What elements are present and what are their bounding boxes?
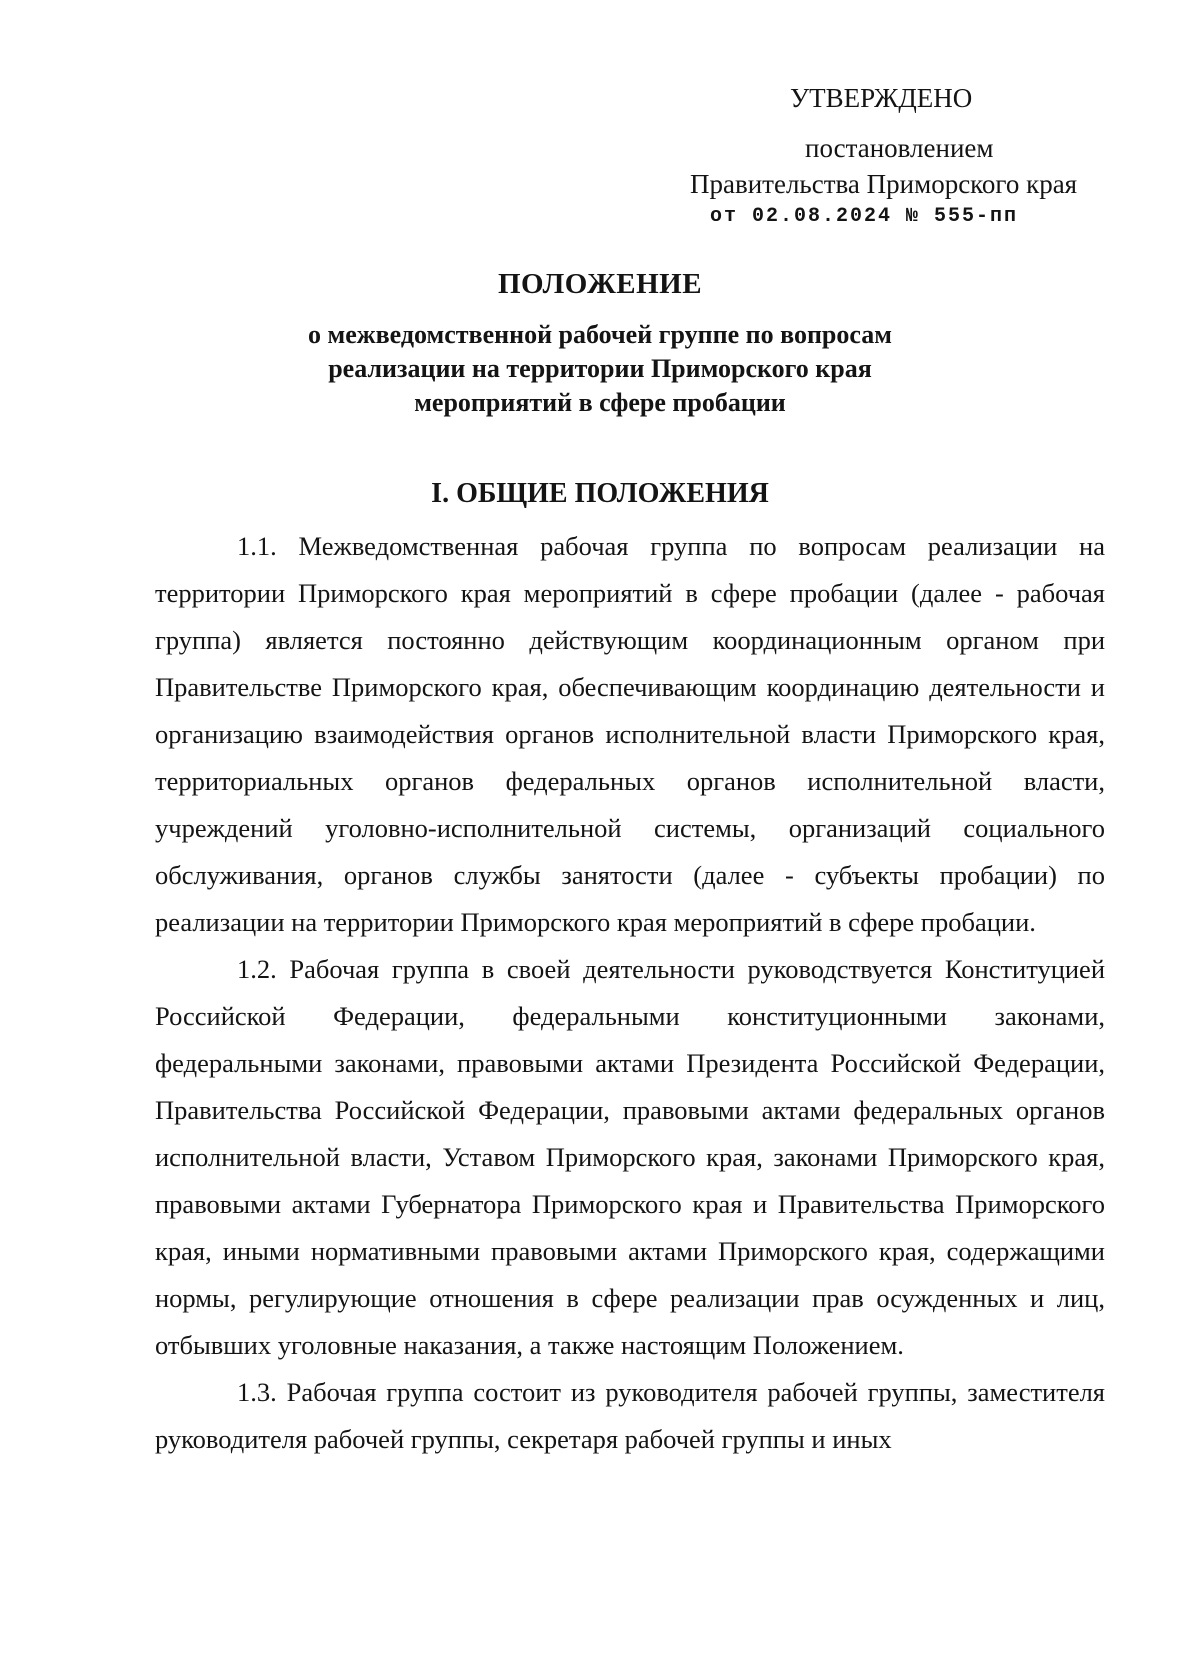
approval-registration: от 02.08.2024 № 555-пп: [710, 205, 1019, 228]
paragraph-1-3: 1.3. Рабочая группа состоит из руководителя рабочей группы, заместителя руководителя рабочей группы, секретаря рабочей группы и иных: [155, 1377, 1105, 1454]
subtitle-line: о межведомственной рабочей группе по вопросам: [308, 320, 892, 349]
approval-block: [690, 80, 1110, 232]
paragraph-1-2: 1.2. Рабочая группа в своей деятельности руководствуется Конституцией Российской Федерации, федеральными конституционными законами, федеральными законами, правовыми актами Президента Российской Федерации, Правительства Российской Федерации, правовыми актами федеральных органов исполнительной власти, Уставом Приморского края, законами Приморского края, правовыми актами Губернатора Приморского края и Правительства Приморского края, иными нормативными правовыми актами Приморского края, содержащими нормы, регулирующие отношения в сфере реализации прав осужденных и лиц, отбывших уголовные наказания, а также настоящим Положением.: [155, 954, 1105, 1360]
approval-stamp: УТВЕРЖДЕНО: [790, 83, 973, 113]
approval-by: постановлением: [805, 133, 994, 163]
section-body: [155, 523, 1105, 1463]
subtitle-line: реализации на территории Приморского края: [328, 354, 872, 383]
subtitle-line: мероприятий в сфере пробации: [414, 388, 786, 417]
section-title: I. ОБЩИЕ ПОЛОЖЕНИЯ: [431, 478, 769, 509]
document-subtitle: [0, 318, 1200, 420]
document-title: ПОЛОЖЕНИЕ: [497, 268, 703, 300]
approval-government: Правительства Приморского края: [690, 169, 1078, 199]
paragraph-1-1: 1.1. Межведомственная рабочая группа по вопросам реализации на территории Приморского края мероприятий в сфере пробации (далее - рабочая группа) является постоянно действующим координационным органом при Правительстве Приморского края, обеспечивающим координацию деятельности и организацию взаимодействия органов исполнительной власти Приморского края, территориальных органов федеральных органов исполнительной власти, учреждений уголовно-исполнительной системы, организаций социального обслуживания, органов службы занятости (далее - субъекты пробации) по реализации на территории Приморского края мероприятий в сфере пробации.: [155, 531, 1105, 937]
